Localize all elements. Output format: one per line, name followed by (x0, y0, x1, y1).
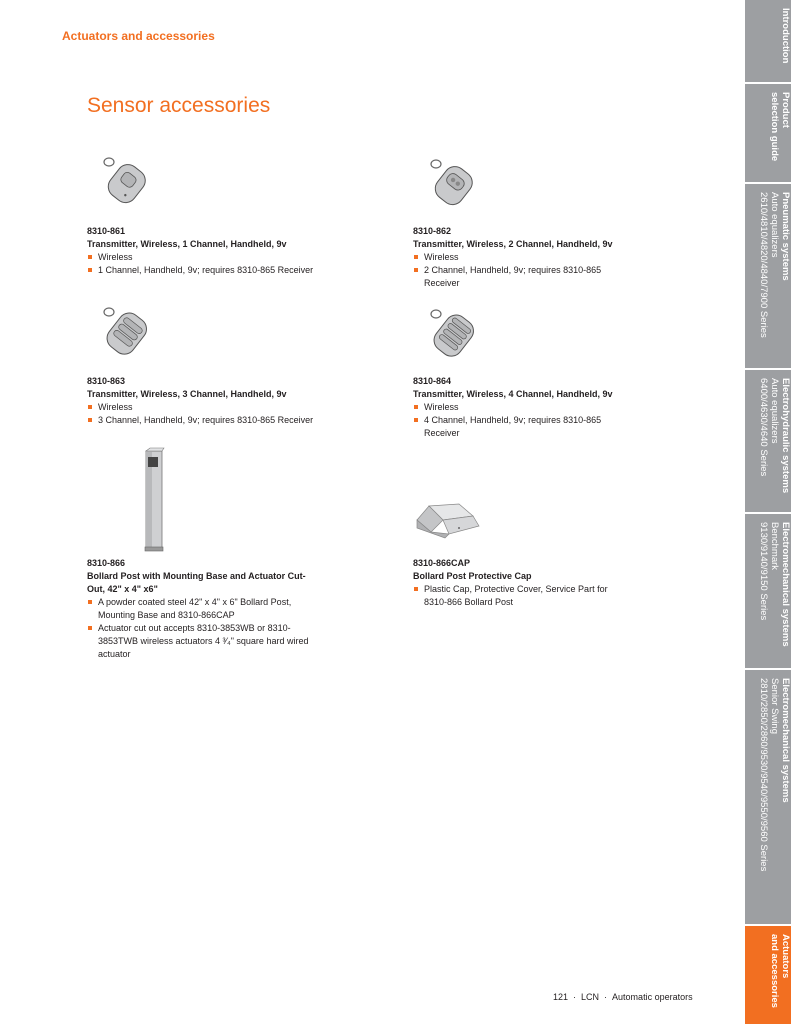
bullet-item: Wireless (87, 401, 347, 414)
tab-title: Electromechanical systems (780, 678, 791, 803)
page-footer: 121 · LCN · Automatic operators (553, 992, 693, 1002)
bullet-item: 3 Channel, Handheld, 9v; requires 8310-865 Receiver (87, 414, 347, 427)
tab-title: Electromechanical systems (780, 522, 791, 647)
product-8310-866 (87, 557, 312, 661)
tab-subtitle: selection guide (769, 92, 780, 162)
tab-electromechanical-senior-swing[interactable] (745, 670, 791, 926)
bullet-item: Plastic Cap, Protective Cover, Service Part for 8310-866 Bollard Post (413, 583, 633, 609)
transmitter-2-channel-image (425, 156, 485, 208)
tab-introduction[interactable] (745, 0, 791, 84)
product-name: Bollard Post with Mounting Base and Actuator Cut-Out, 42" x 4" x6" (87, 571, 306, 594)
page-number: 121 (553, 992, 569, 1002)
tab-title: Pneumatic systems (780, 192, 791, 281)
section-header: Actuators and accessories (62, 29, 215, 43)
tab-series: 6400/4630/4640 Series (758, 378, 769, 477)
tab-subtitle: Senior Swing (769, 678, 780, 734)
page-title: Sensor accessories (87, 94, 271, 117)
tab-title: Introduction (780, 8, 791, 64)
product-name: Bollard Post Protective Cap (413, 571, 532, 581)
footer-brand: LCN (581, 992, 600, 1002)
part-number: 8310-866 (87, 558, 126, 568)
tab-product-selection-guide[interactable] (745, 84, 791, 184)
product-name: Transmitter, Wireless, 2 Channel, Handheld, 9v (413, 239, 613, 249)
tab-subtitle: Benchmark (769, 522, 780, 571)
part-number: 8310-862 (413, 226, 452, 236)
sidebar-tabs (745, 0, 791, 1024)
tab-subtitle: and accessories (769, 934, 780, 1008)
bullet-item: A powder coated steel 42" x 4" x 6" Bollard Post, Mounting Base and 8310-866CAP (87, 596, 312, 622)
tab-series: 2610/4810/4820/4840/7900 Series (758, 192, 769, 338)
bullet-item: Wireless (413, 251, 628, 264)
tab-subtitle: Auto equalizers (769, 192, 780, 258)
bollard-post-image (140, 447, 168, 553)
bullet-item: 4 Channel, Handheld, 9v; requires 8310-865 Receiver (413, 414, 628, 440)
footer-topic: Automatic operators (612, 992, 693, 1002)
product-8310-863 (87, 375, 347, 427)
part-number: 8310-864 (413, 376, 452, 386)
tab-title: Electrohydraulic systems (780, 378, 791, 494)
tab-title: Product (780, 92, 791, 128)
tab-electrohydraulic-systems[interactable] (745, 370, 791, 514)
transmitter-4-channel-image (425, 306, 485, 358)
part-number: 8310-866CAP (413, 558, 471, 568)
product-8310-866cap (413, 557, 633, 609)
bollard-cap-image (415, 498, 481, 540)
tab-electromechanical-benchmark[interactable] (745, 514, 791, 670)
product-8310-862 (413, 225, 628, 290)
product-name: Transmitter, Wireless, 3 Channel, Handheld, 9v (87, 389, 287, 399)
transmitter-3-channel-image (98, 304, 158, 356)
tab-series: 2810/2850/2860/9530/9540/9550/9560 Series (758, 678, 769, 872)
bullet-item: 1 Channel, Handheld, 9v; requires 8310-865 Receiver (87, 264, 347, 277)
part-number: 8310-863 (87, 376, 126, 386)
product-name: Transmitter, Wireless, 1 Channel, Handheld, 9v (87, 239, 287, 249)
tab-title: Actuators (780, 934, 791, 979)
tab-pneumatic-systems[interactable] (745, 184, 791, 370)
part-number: 8310-861 (87, 226, 126, 236)
bullet-item: Wireless (413, 401, 628, 414)
tab-subtitle: Auto equalizers (769, 378, 780, 444)
bullet-item: 2 Channel, Handheld, 9v; requires 8310-865 Receiver (413, 264, 628, 290)
product-name: Transmitter, Wireless, 4 Channel, Handheld, 9v (413, 389, 613, 399)
tab-series: 9130/9140/9150 Series (758, 522, 769, 621)
product-8310-861 (87, 225, 347, 277)
product-8310-864 (413, 375, 628, 440)
bullet-item: Wireless (87, 251, 347, 264)
tab-actuators-and-accessories[interactable] (745, 926, 791, 1024)
transmitter-1-channel-image (98, 154, 158, 206)
bullet-item: Actuator cut out accepts 8310-3853WB or 8310- 3853TWB wireless actuators 4 ³⁄₄" square hard wired actuator (87, 622, 312, 661)
